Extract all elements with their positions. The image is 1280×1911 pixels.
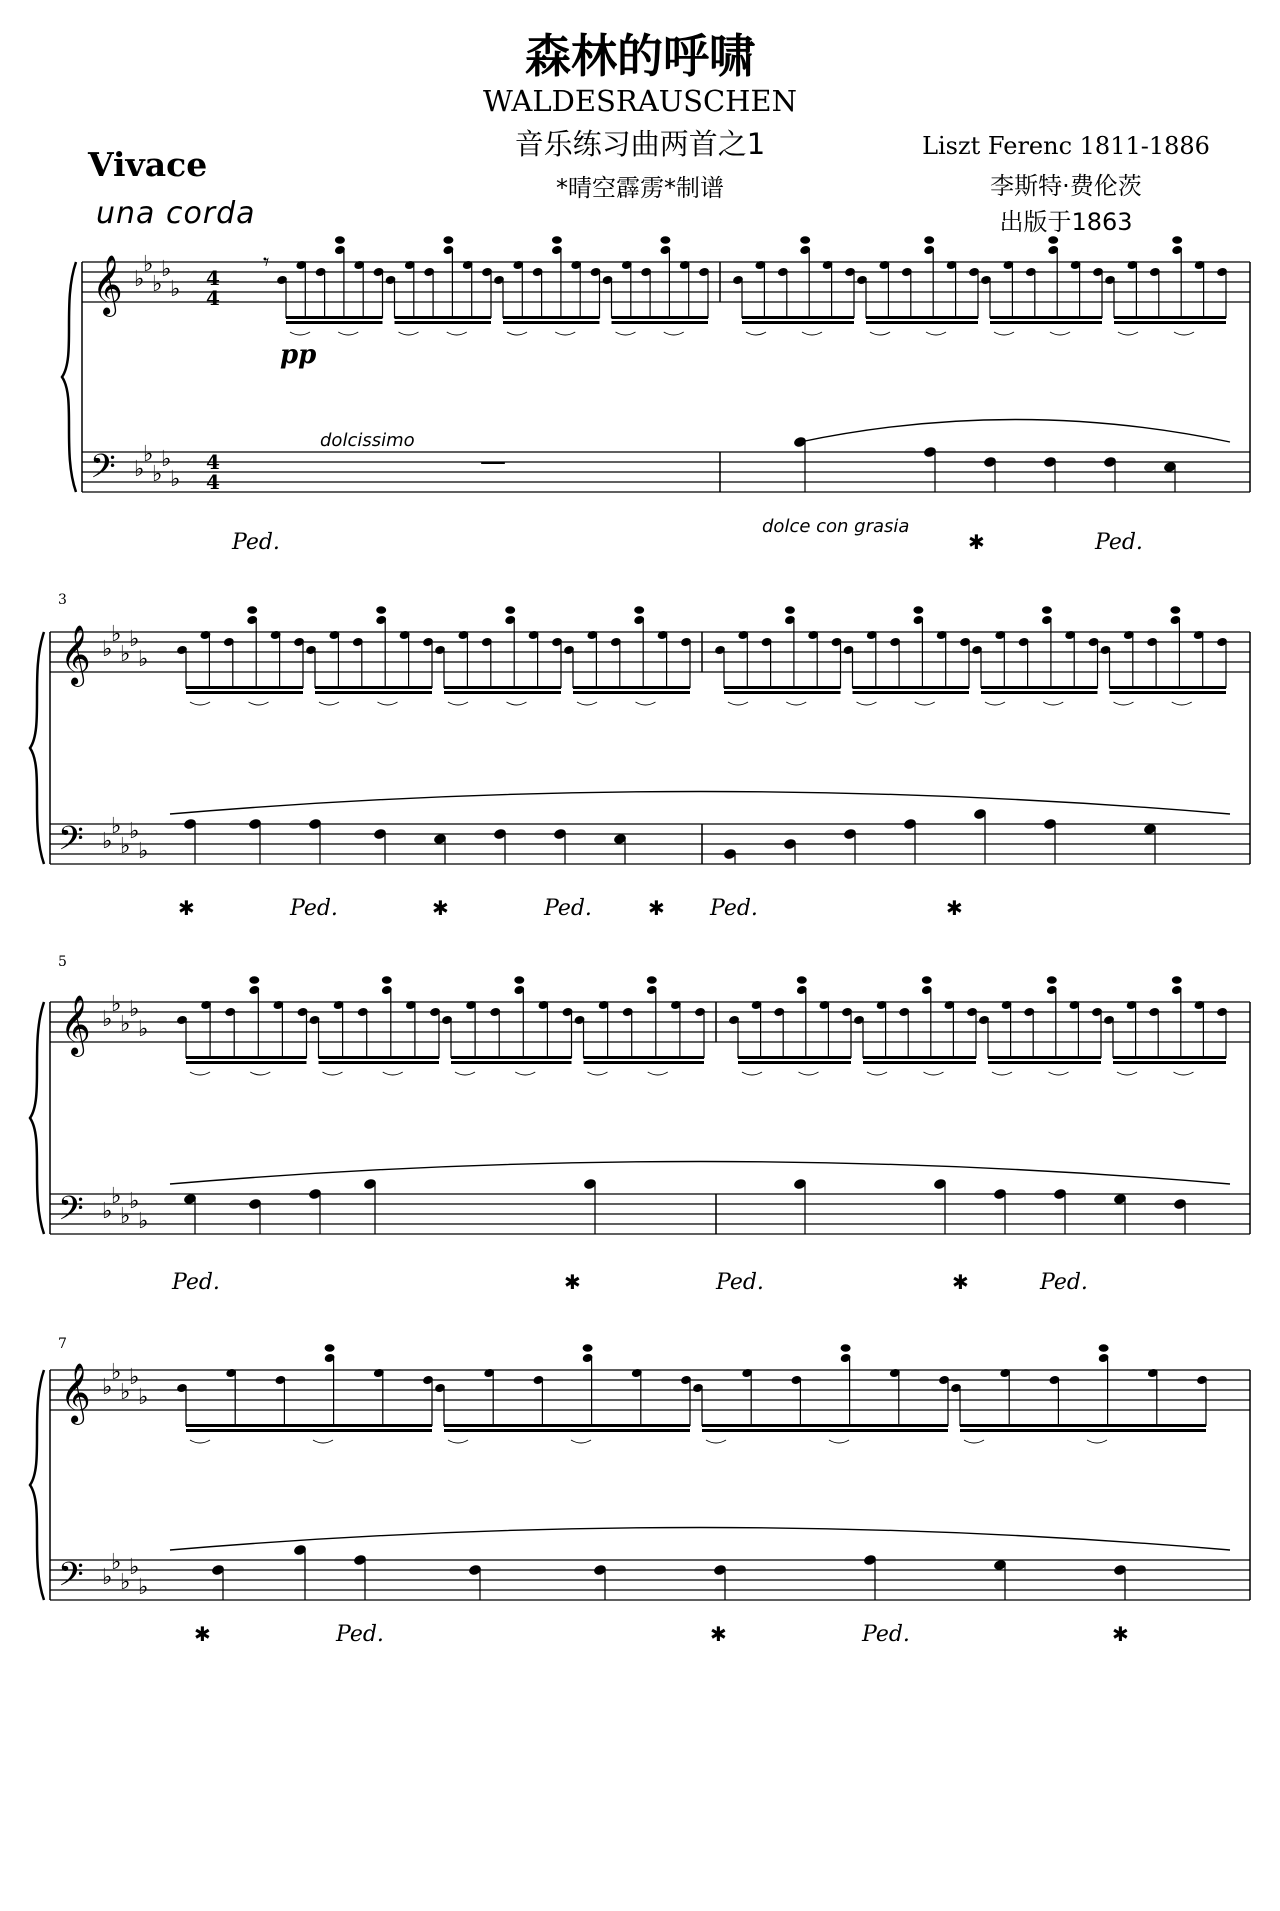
note-head [1047,976,1057,984]
flat-sign: ♭ [102,1375,113,1400]
slur [994,332,1014,335]
slur [555,332,575,335]
slur [648,1072,668,1075]
flat-sign: ♭ [143,252,154,277]
flat-sign: ♭ [129,627,140,652]
phrase-slur [170,1162,1230,1185]
slur [915,702,935,705]
beam [1114,321,1226,324]
beam [186,691,303,694]
slur [448,1440,468,1443]
phrase-slur [170,792,1230,815]
treble-clef: 𝄞 [92,255,123,315]
beam [186,686,303,689]
beam [319,1056,440,1059]
beam [960,1424,1206,1427]
flat-sign: ♭ [161,257,172,282]
beam [988,1061,1101,1064]
note-head [249,976,259,984]
slur [857,702,877,705]
pedal-mark: Ped. [544,896,592,921]
flat-sign: ♭ [138,647,149,672]
beam [444,1429,690,1432]
beam [742,321,854,324]
beam [853,686,970,689]
dynamic-pp: pp [280,340,317,370]
slur [636,702,656,705]
flat-sign: ♭ [120,1380,131,1405]
beam [738,1061,851,1064]
beam [981,686,1098,689]
beam [1114,316,1226,319]
brace [30,1370,44,1600]
eighth-rest: 𝄾 [263,248,270,276]
note-head [376,606,386,614]
slur [706,1440,726,1443]
slur [250,1072,270,1075]
pedal-release-mark: ✱ [178,896,195,920]
beam [584,1061,705,1064]
slur [249,702,269,705]
slur [190,1072,210,1075]
slur [742,1072,762,1075]
slur [399,332,419,335]
beam [742,316,854,319]
flat-sign: ♭ [102,1007,113,1032]
beam [573,691,690,694]
note-head [505,606,515,614]
pedal-release-mark: ✱ [648,896,665,920]
note-head [660,236,670,244]
beam [960,1429,1206,1432]
note-head [841,1344,851,1352]
beam [988,1056,1101,1059]
note-head [634,606,644,614]
beam [1110,691,1227,694]
note-head [1170,606,1180,614]
flat-sign: ♭ [102,637,113,662]
beam [866,316,978,319]
note-head [247,606,257,614]
collection-title: 音乐练习曲两首之1 [514,127,766,161]
beam [1113,1056,1226,1059]
slur [577,702,597,705]
beam [612,316,709,319]
note-head [800,236,810,244]
slur [1117,1072,1137,1075]
slur [571,1440,591,1443]
note-head [443,236,453,244]
pedal-release-mark: ✱ [946,896,963,920]
brace [30,632,44,864]
flat-sign: ♭ [102,1199,113,1224]
slur [448,702,468,705]
whole-rest: — [480,447,506,477]
note-head [1048,236,1058,244]
pedal-release-mark: ✱ [1112,1622,1129,1646]
flat-sign: ♭ [170,277,181,302]
slur [799,1072,819,1075]
note-head [382,976,392,984]
bass-clef: 𝄢 [90,448,116,494]
note-head [583,1344,593,1352]
pedal-release-mark: ✱ [194,1622,211,1646]
bass-clef: 𝄢 [58,1556,84,1602]
pedal-mark: Ped. [710,896,758,921]
flat-sign: ♭ [102,1565,113,1590]
flat-sign: ♭ [134,267,145,292]
pedal-release-mark: ✱ [952,1270,969,1294]
flat-sign: ♭ [120,834,131,859]
slur [338,332,358,335]
beam [186,1056,307,1059]
beam [724,686,841,689]
flat-sign: ♭ [129,1189,140,1214]
flat-sign: ♭ [111,1184,122,1209]
note-head [785,606,795,614]
slur [1174,1072,1194,1075]
slur [515,1072,535,1075]
flat-sign: ♭ [134,457,145,482]
beam [186,1424,432,1427]
note-head [913,606,923,614]
flat-sign: ♭ [120,1204,131,1229]
slur [507,702,527,705]
flat-sign: ♭ [138,1017,149,1042]
slur [588,1072,608,1075]
note-head [647,976,657,984]
beam [1113,1061,1226,1064]
note-head [514,976,524,984]
pedal-mark: Ped. [232,530,280,555]
slur [1114,702,1134,705]
slur [802,332,822,335]
treble-clef: 𝄞 [60,995,91,1055]
beam [444,1424,690,1427]
slur [1174,332,1194,335]
note-head [335,236,345,244]
flat-sign: ♭ [129,1555,140,1580]
slur [1050,332,1070,335]
slur [992,1072,1012,1075]
time-signature-denominator: 4 [206,286,220,310]
time-signature-numerator: 4 [206,266,220,290]
phrase-slur [800,420,1230,443]
flat-sign: ♭ [102,829,113,854]
pedal-mark: Ped. [290,896,338,921]
publication-year: 出版于1863 [999,208,1133,236]
slur [455,1072,475,1075]
slur [447,332,467,335]
beam [702,1424,948,1427]
pedal-release-mark: ✱ [432,896,449,920]
flat-sign: ♭ [152,462,163,487]
pedal-release-mark: ✱ [968,530,985,554]
flat-sign: ♭ [138,839,149,864]
note-head [325,1344,335,1352]
brace [62,262,76,492]
beam [702,1429,948,1432]
time-signature-denominator: 4 [206,470,220,494]
pedal-release-mark: ✱ [710,1622,727,1646]
treble-clef: 𝄞 [60,625,91,685]
treble-clef: 𝄞 [60,1363,91,1423]
flat-sign: ♭ [143,442,154,467]
note-head [552,236,562,244]
slur [1049,1072,1069,1075]
slur [378,702,398,705]
slur [829,1440,849,1443]
beam [286,321,383,324]
slur [964,1440,984,1443]
flat-sign: ♭ [111,622,122,647]
una-corda-marking: una corda [96,196,256,231]
beam [863,1056,976,1059]
slur [1043,702,1063,705]
note-head [1042,606,1052,614]
note-head [1172,236,1182,244]
beam [724,691,841,694]
measure-number: 3 [58,592,67,608]
beam [738,1056,851,1059]
slur [867,1072,887,1075]
slur [190,1440,210,1443]
piece-subtitle: WALDESRAUSCHEN [483,84,797,118]
flat-sign: ♭ [138,1575,149,1600]
beam [451,1056,572,1059]
arranger-credit: *晴空霹雳*制谱 [556,174,724,202]
pedal-mark: Ped. [716,1270,764,1295]
slur [1087,1440,1107,1443]
slur [746,332,766,335]
flat-sign: ♭ [152,272,163,297]
composer-name-cn: 李斯特·费伦茨 [990,172,1142,200]
measure-number: 7 [58,1336,67,1352]
beam [866,321,978,324]
beam [186,1429,432,1432]
slur [926,332,946,335]
flat-sign: ♭ [129,1365,140,1390]
flat-sign: ♭ [120,1012,131,1037]
beam [286,316,383,319]
slur [924,1072,944,1075]
beam [503,316,600,319]
flat-sign: ♭ [120,1570,131,1595]
flat-sign: ♭ [129,819,140,844]
slur [507,332,527,335]
flat-sign: ♭ [111,814,122,839]
dolcissimo-marking: dolcissimo [320,430,415,451]
beam [395,316,492,319]
beam [1110,686,1227,689]
dolce-marking: dolce con grasia [762,516,910,537]
pedal-mark: Ped. [1040,1270,1088,1295]
beam [395,321,492,324]
beam [981,691,1098,694]
flat-sign: ♭ [138,1209,149,1234]
pedal-mark: Ped. [172,1270,220,1295]
time-signature-numerator: 4 [206,450,220,474]
note-head [1172,976,1182,984]
tempo-marking: Vivace [88,145,208,184]
pedal-mark: Ped. [862,1622,910,1647]
slur [323,1072,343,1075]
slur [190,702,210,705]
brace [30,1002,44,1234]
beam [573,686,690,689]
flat-sign: ♭ [120,642,131,667]
note-head [797,976,807,984]
slur [728,702,748,705]
piece-title: 森林的呼啸 [525,29,755,83]
beam [503,321,600,324]
slur [383,1072,403,1075]
pedal-release-mark: ✱ [564,1270,581,1294]
slur [664,332,684,335]
beam [444,686,561,689]
beam [584,1056,705,1059]
slur [1172,702,1192,705]
flat-sign: ♭ [170,467,181,492]
slur [870,332,890,335]
slur [319,702,339,705]
flat-sign: ♭ [161,447,172,472]
flat-sign: ♭ [111,1360,122,1385]
flat-sign: ♭ [111,992,122,1017]
beam [990,321,1102,324]
beam [319,1061,440,1064]
slur [616,332,636,335]
beam [451,1061,572,1064]
pedal-mark: Ped. [1095,530,1143,555]
slur [985,702,1005,705]
pedal-mark: Ped. [336,1622,384,1647]
beam [315,686,432,689]
phrase-slur [170,1528,1230,1551]
composer-name: Liszt Ferenc 1811-1886 [922,132,1210,160]
bass-clef: 𝄢 [58,820,84,866]
beam [444,691,561,694]
slur [313,1440,333,1443]
bass-clef: 𝄢 [58,1190,84,1236]
beam [863,1061,976,1064]
slur [1118,332,1138,335]
flat-sign: ♭ [138,1385,149,1410]
flat-sign: ♭ [129,997,140,1022]
flat-sign: ♭ [111,1550,122,1575]
measure-number: 5 [58,954,67,970]
beam [853,691,970,694]
beam [315,691,432,694]
slur [786,702,806,705]
beam [186,1061,307,1064]
beam [990,316,1102,319]
note-head [924,236,934,244]
note-head [922,976,932,984]
note-head [1099,1344,1109,1352]
slur [290,332,310,335]
beam [612,321,709,324]
